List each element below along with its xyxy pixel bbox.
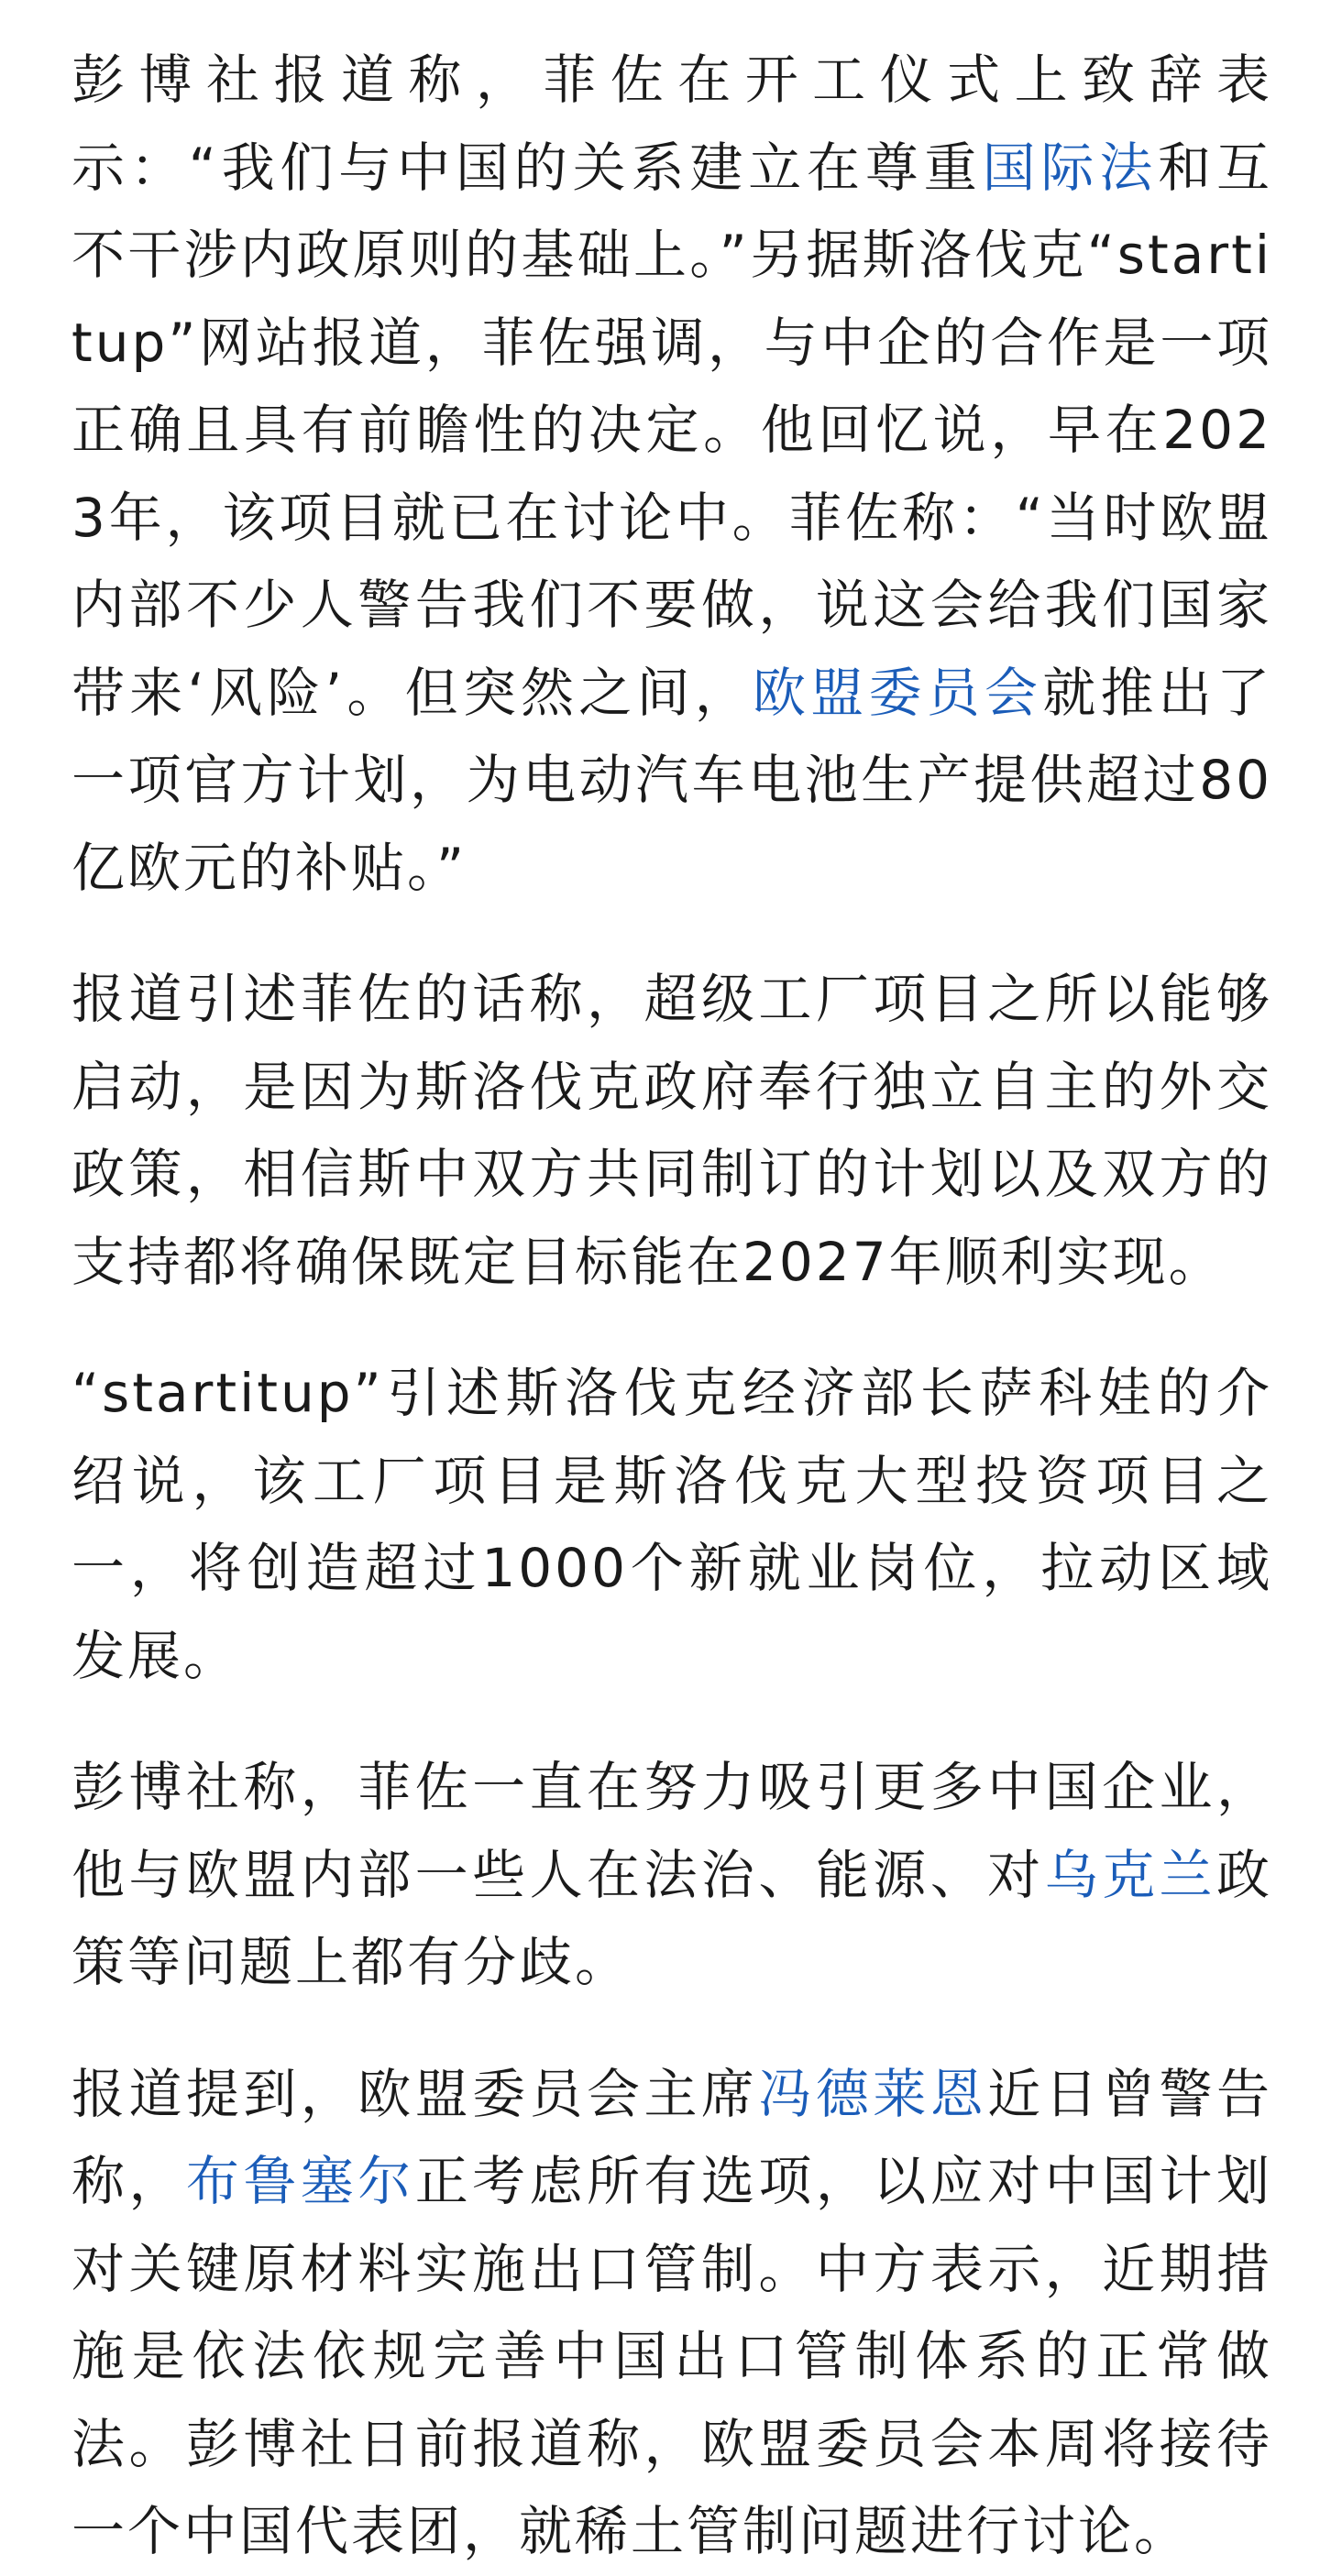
- paragraph-4: [72, 1744, 1272, 2007]
- article-body: [72, 37, 1272, 2576]
- link-von-der-leyen[interactable]: 冯德莱恩: [758, 2062, 988, 2125]
- text-segment: 和互不干涉内政原则的基础上。”另据斯洛伐克“startitup”网站报道，菲佐强调，与中企的合作是一项正确且具有前瞻性的决定。他回忆说，早在2023年，该项目就已在讨论中。菲佐称：“当时欧盟内部不少人警告我们不要做，说这会给我们国家带来‘风险’。但突然之间，: [72, 136, 1272, 724]
- text-segment: 报道引述菲佐的话称，超级工厂项目之所以能够启动，是因为斯洛伐克政府奉行独立自主的外交政策，相信斯中双方共同制订的计划以及双方的支持都将确保既定目标能在2027年顺利实现。: [72, 968, 1272, 1293]
- text-segment: 彭博社称，菲佐一直在努力吸引更多中国企业，他与欧盟内部一些人在法治、能源、对: [72, 1756, 1272, 1906]
- text-segment: 政策等问题上都有分歧。: [72, 1843, 1272, 1993]
- paragraph-5: [72, 2051, 1272, 2576]
- text-segment: 正考虑所有选项，以应对中国计划对关键原材料实施出口管制。中方表示，近期措施是依法依规完善中国出口管制体系的正常做法。彭博社日前报道称，欧盟委员会本周将接待一个中国代表团，就稀土管制问题进行讨论。: [72, 2150, 1272, 2562]
- link-international-law[interactable]: 国际法: [982, 136, 1159, 199]
- text-segment: “startitup”引述斯洛伐克经济部长萨科娃的介绍说，该工厂项目是斯洛伐克大型投资项目之一，将创造超过1000个新就业岗位，拉动区域发展。: [72, 1362, 1272, 1687]
- link-european-commission[interactable]: 欧盟委员会: [753, 661, 1043, 724]
- text-segment: 就推出了一项官方计划，为电动汽车电池生产提供超过80亿欧元的补贴。”: [72, 661, 1272, 899]
- link-ukraine[interactable]: 乌克兰: [1044, 1843, 1216, 1906]
- link-brussels[interactable]: 布鲁塞尔: [185, 2150, 415, 2212]
- text-segment: 近日曾警告称，: [72, 2062, 1272, 2212]
- paragraph-2: [72, 956, 1272, 1306]
- paragraph-3: [72, 1350, 1272, 1700]
- text-segment: 报道提到，欧盟委员会主席: [72, 2062, 759, 2125]
- text-segment: 彭博社报道称，菲佐在开工仪式上致辞表示：“我们与中国的关系建立在尊重: [72, 49, 1272, 199]
- paragraph-1: [72, 37, 1272, 912]
